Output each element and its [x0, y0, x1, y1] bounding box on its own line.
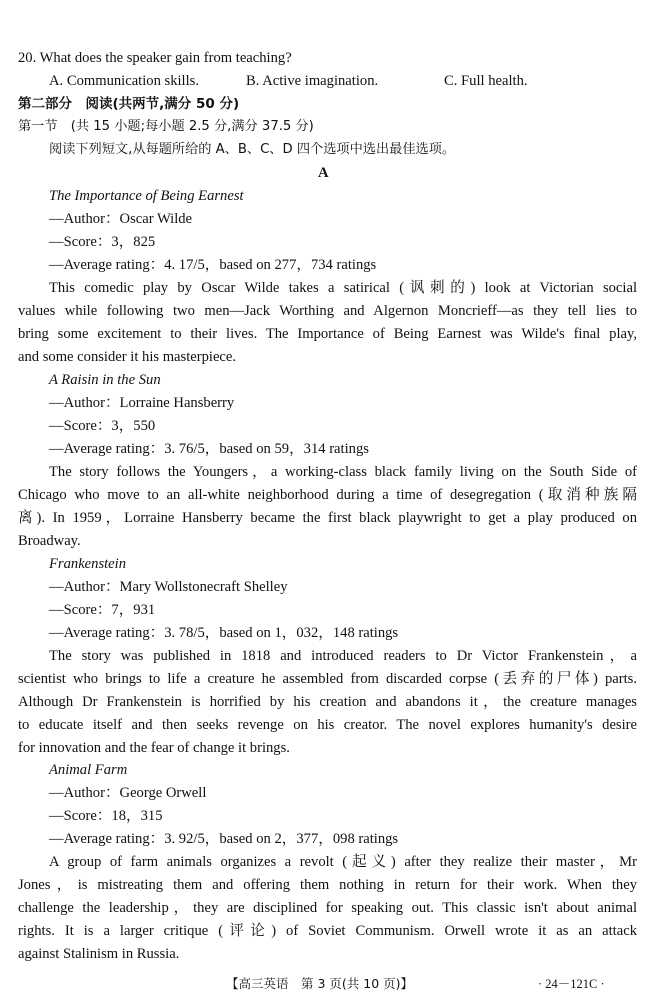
instruction: 阅读下列短文,从每题所给的 A、B、C、D 四个选项中选出最佳选项。: [49, 142, 456, 157]
book-rating: —Average rating：4. 17/5，based on 277，734 ratings: [49, 257, 377, 273]
book-rating: —Average rating：3. 92/5，based on 2，377，098 ratings: [49, 831, 399, 847]
paragraph-line: bring some excitement to their lives. The Importance of Being Earnest was Wilde's final play,: [18, 326, 637, 342]
book-title: A Raisin in the Sun: [49, 372, 161, 388]
passage-label: A: [318, 165, 329, 181]
book-author: —Author：Oscar Wilde: [49, 211, 193, 227]
paragraph-line: The story follows the Youngers，a working-class black family living on the South Side of: [49, 464, 637, 480]
book-author: —Author：George Orwell: [49, 785, 207, 801]
paragraph-line: against Stalinism in Russia.: [18, 946, 180, 962]
paragraph-line: Although Dr Frankenstein is horrified by his creation and abandons it，the creature manages: [18, 694, 637, 710]
book-title: Animal Farm: [49, 762, 128, 778]
paragraph-line: scientist who brings to life a creature he assembled from discarded corpse (丢弃的尸体) parts.: [18, 671, 637, 687]
paragraph-line: for innovation and the fear of change it brings.: [18, 740, 290, 756]
book-score: —Score：18，315: [49, 808, 163, 824]
option-c: C. Full health.: [444, 73, 528, 89]
paragraph-line: Jones，is mistreating them and offering them nothing in return for their work. When they: [18, 877, 637, 893]
paragraph-line: This comedic play by Oscar Wilde takes a satirical (讽刺的) look at Victorian social: [49, 280, 637, 296]
book-author: —Author：Lorraine Hansberry: [49, 395, 235, 411]
paragraph-line: to educate itself and then seeks revenge on his creator. The novel explores humanity's desire: [18, 717, 637, 733]
book-score: —Score：7，931: [49, 602, 156, 618]
paragraph-line: challenge the leadership，they are disciplined for speaking out. This classic isn't about animal: [18, 900, 637, 916]
book-title: The Importance of Being Earnest: [49, 188, 244, 204]
paragraph-line: Broadway.: [18, 533, 81, 549]
paragraph-line: and some consider it his masterpiece.: [18, 349, 237, 365]
book-rating: —Average rating：3. 76/5，based on 59，314 ratings: [49, 441, 369, 457]
paragraph-line: Chicago who move to an all-white neighborhood during a time of desegregation (取消种族隔: [18, 487, 637, 503]
page-footer-center: 【高三英语 第 3 页(共 10 页)】: [226, 976, 414, 991]
option-b: B. Active imagination.: [246, 73, 379, 89]
paragraph-line: The story was published in 1818 and introduced readers to Dr Victor Frankenstein，a: [49, 648, 637, 664]
paragraph-line: values while following two men—Jack Worthing and Algernon Moncrieff—as they tell lies to: [18, 303, 637, 319]
book-author: —Author：Mary Wollstonecraft Shelley: [49, 579, 288, 595]
book-score: —Score：3，825: [49, 234, 156, 250]
book-score: —Score：3，550: [49, 418, 156, 434]
paragraph-line: 离). In 1959，Lorraine Hansberry became the first black playwright to get a play produced on: [18, 510, 637, 526]
subsection-heading: 第一节 (共 15 小题;每小题 2.5 分,满分 37.5 分): [18, 119, 314, 134]
paragraph-line: A group of farm animals organizes a revolt (起义) after they realize their master，Mr: [49, 854, 637, 870]
paragraph-line: rights. It is a larger critique (评论) of Soviet Communism. Orwell wrote it as an attack: [18, 923, 637, 939]
book-title: Frankenstein: [49, 556, 127, 572]
page-footer-code: · 24－121C ·: [538, 977, 605, 991]
book-rating: —Average rating：3. 78/5，based on 1，032，148 ratings: [49, 625, 399, 641]
question-20-stem: 20. What does the speaker gain from teaching?: [18, 50, 292, 66]
option-a: A. Communication skills.: [49, 73, 199, 89]
part-heading: 第二部分 阅读(共两节,满分 50 分): [18, 96, 240, 112]
